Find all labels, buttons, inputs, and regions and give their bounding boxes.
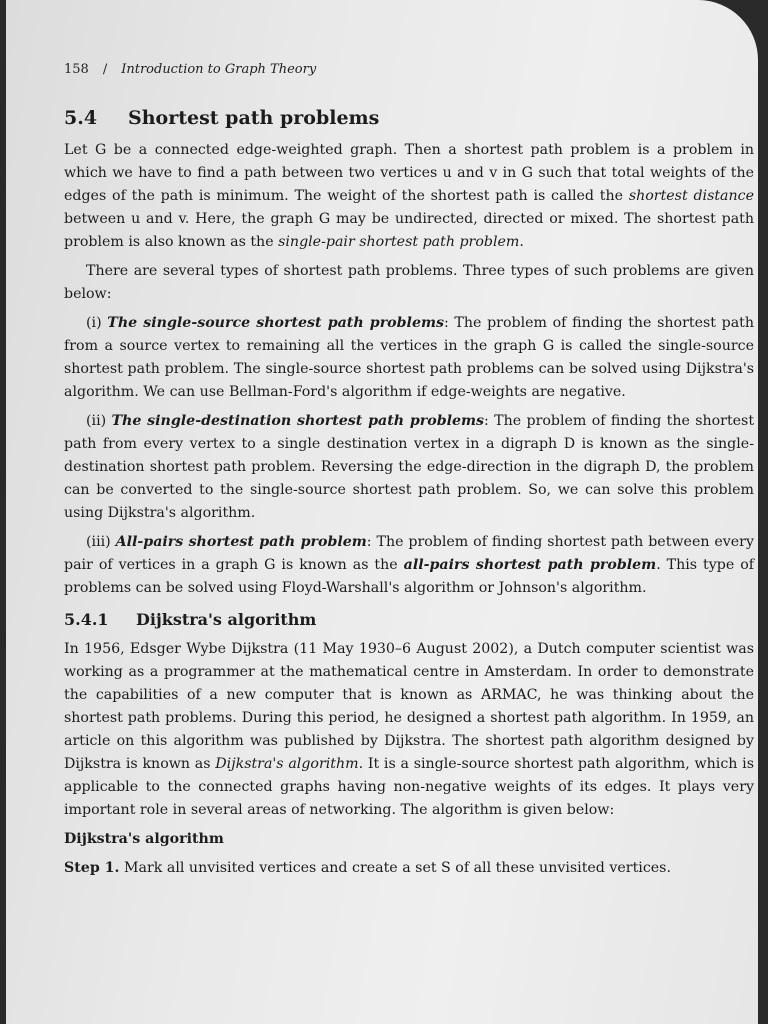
item-term: All-pairs shortest path problem (115, 534, 367, 550)
intro-text-2: between u and v. Here, the graph G may be undirected, directed or mixed. The shortest path problem is also known as the (64, 211, 754, 250)
item-text-1: : The problem of finding shortest path between every pair of vertices in a graph G is known as the (64, 534, 754, 573)
dijkstra-history-paragraph (64, 638, 754, 822)
algorithm-step-1 (64, 857, 754, 880)
intro-emphasis-2: single-pair shortest path problem (278, 234, 520, 250)
history-text-2: . It is a single-source shortest path algorithm, which is applicable to the connected graphs having non-negative weights of its edges. It plays very important role in several areas of networking. The algorithm is given below: (64, 756, 754, 818)
section-number: 5.4 (64, 107, 98, 129)
section-heading (64, 105, 754, 131)
intro-emphasis-1: shortest distance (628, 188, 754, 204)
intro-text-3: . (519, 234, 524, 250)
subsection-title: Dijkstra's algorithm (136, 610, 317, 629)
item-term: The single-destination shortest path problems (111, 413, 485, 429)
intro-text-1: Let G be a connected edge-weighted graph. Then a shortest path problem is a problem in which we have to find a path between two vertices u and v in G such that total weights of the edges of the path is minimum. The weight of the shortest path is called the (64, 142, 754, 204)
section-title: Shortest path problems (128, 107, 380, 129)
intro-paragraph (64, 139, 754, 254)
item-text: : The problem of finding the shortest path from every vertex to a single destination vertex in a digraph D is known as the single-destination shortest path problem. Reversing the edge-direction in the digraph D, the problem can be converted to the single-source shortest path problem. So, we can solve this problem using Dijkstra's algorithm. (64, 413, 755, 521)
subsection-heading (64, 608, 754, 632)
page-number: 158 (64, 62, 89, 77)
running-header (64, 58, 754, 81)
step-text: Mark all unvisited vertices and create a set S of all these unvisited vertices. (119, 860, 671, 876)
list-item-single-destination (64, 410, 754, 525)
book-page (6, 0, 758, 1024)
history-text-1: In 1956, Edsger Wybe Dijkstra (11 May 1930–6 August 2002), a Dutch computer scientist was working as a programmer at the mathematical centre in Amsterdam. In order to demonstrate the capabilities of a new computer that is known as ARMAC, he was thinking about the shortest path problems. During this period, he designed a shortest path algorithm. In 1959, an article on this algorithm was published by Dijkstra. The shortest path algorithm designed by Dijkstra is known as (64, 641, 754, 772)
types-paragraph: There are several types of shortest path problems. Three types of such problems are given below: (64, 263, 754, 302)
list-item-single-source (64, 312, 754, 404)
algorithm-title: Dijkstra's algorithm (64, 831, 224, 847)
book-title: Introduction to Graph Theory (121, 62, 317, 77)
list-item-all-pairs (64, 531, 754, 600)
item-label: (i) (86, 315, 108, 331)
item-label: (ii) (86, 413, 112, 429)
step-label: Step 1. (64, 860, 120, 876)
item-text-2: . This type of problems can be solved using Floyd-Warshall's algorithm or Johnson's algorithm. (64, 557, 754, 596)
page-content (64, 58, 754, 886)
history-emphasis: Dijkstra's algorithm (215, 756, 359, 772)
item-label: (iii) (86, 534, 116, 550)
item-emphasis: all-pairs shortest path problem (403, 557, 657, 573)
header-separator: / (102, 62, 108, 77)
subsection-number: 5.4.1 (64, 610, 109, 629)
item-term: The single-source shortest path problems (107, 315, 444, 331)
item-text: : The problem of finding the shortest path from a source vertex to remaining all the vertices in the graph G is called the single-source shortest path problem. The single-source shortest path problems can be solved using Dijkstra's algorithm. We can use Bellman-Ford's algorithm if edge-weights are negative. (64, 315, 755, 400)
